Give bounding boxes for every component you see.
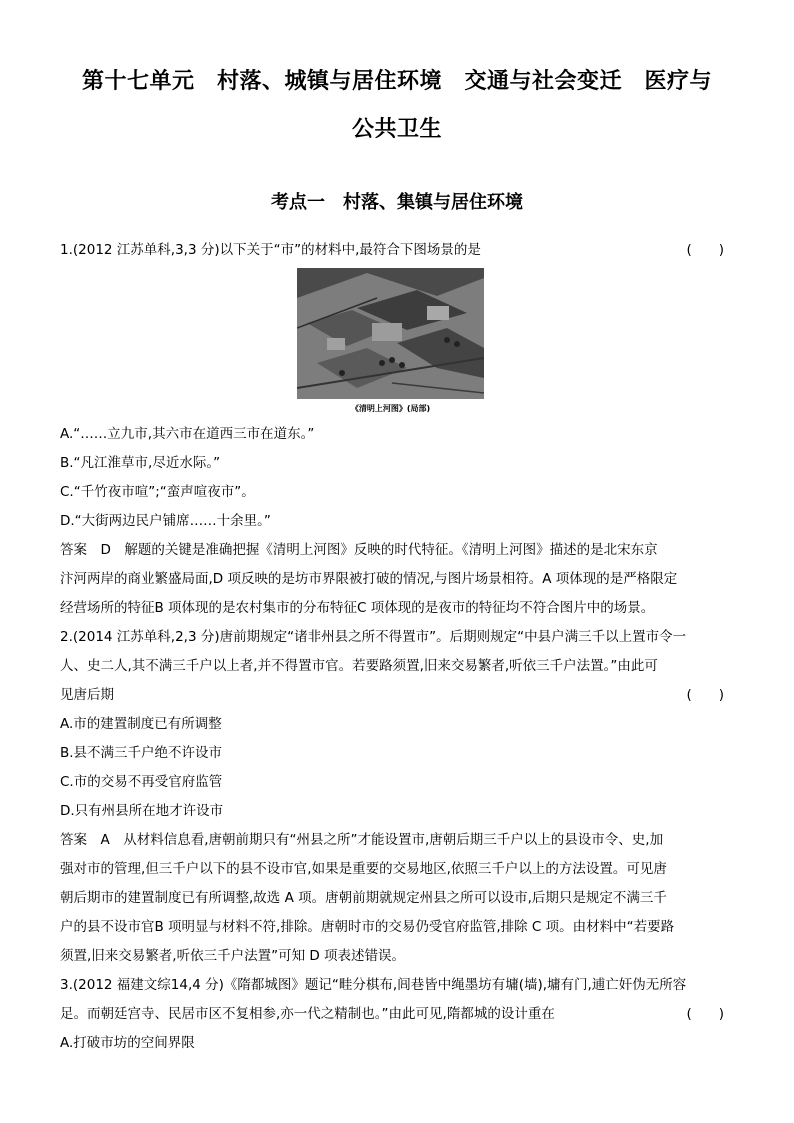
q1-option-d: D.“大街两边民户铺席……十余里。” <box>60 513 271 529</box>
section-heading: 考点一 村落、集镇与居住环境 <box>271 192 523 213</box>
q1-option-c: C.“千竹夜市喧”;“蛮声喧夜市”。 <box>60 484 255 500</box>
q2-option-d: D.只有州县所在地才许设市 <box>60 803 224 819</box>
q3-answer-paren: ( ) <box>686 1006 724 1022</box>
q1-answer-paren: ( ) <box>686 242 724 258</box>
qingming-painting-figure <box>297 268 484 399</box>
q1-option-b: B.“凡江淮草市,尽近水际。” <box>60 455 221 471</box>
unit-title-line-1: 第十七单元 村落、城镇与居住环境 交通与社会变迁 医疗与 <box>81 69 712 94</box>
q3-stem-line-2: 足。而朝廷宫寺、民居市区不复相参,亦一代之精制也。”由此可见,隋都城的设计重在 <box>60 1006 555 1022</box>
q3-stem-line-1: 3.(2012 福建文综14,4 分)《隋都城图》题记“畦分棋布,闾巷皆中绳墨坊有墉(墙),墉有门,逋亡奸伪无所容 <box>60 977 687 993</box>
q1-stem: 1.(2012 江苏单科,3,3 分)以下关于“市”的材料中,最符合下图场景的是 <box>60 242 481 258</box>
q2-answer-line-1: 答案 A 从材料信息看,唐朝前期只有“州县之所”才能设置市,唐朝后期三千户以上的县设市令、史,加 <box>60 832 664 848</box>
q3-option-a: A.打破市坊的空间界限 <box>60 1035 195 1051</box>
q2-answer-paren: ( ) <box>686 687 724 703</box>
painting-sketch <box>297 268 484 399</box>
q2-answer-line-2: 强对市的管理,但三千户以下的县不设市官,如果是重要的交易地区,依照三千户以上的方法设置。可见唐 <box>60 861 667 877</box>
q1-answer-line-3: 经营场所的特征B 项体现的是农村集市的分布特征C 项体现的是夜市的特征均不符合图片中的场景。 <box>60 600 655 616</box>
q2-option-a: A.市的建置制度已有所调整 <box>60 716 222 732</box>
q2-answer-line-5: 须置,旧来交易繁者,听依三千户法置”可知 D 项表述错误。 <box>60 948 406 964</box>
q1-option-a: A.“……立九市,其六市在道西三市在道东。” <box>60 426 315 442</box>
q2-stem-line-2: 人、史二人,其不满三千户以上者,并不得置市官。若要路须置,旧来交易繁者,听依三千户法置。”由此可 <box>60 658 658 674</box>
q2-answer-line-4: 户的县不设市官B 项明显与材料不符,排除。唐朝时市的交易仍受官府监管,排除 C 项。由材料中“若要路 <box>60 919 675 935</box>
unit-title-line-2: 公共卫生 <box>351 117 442 142</box>
q2-stem-line-3: 见唐后期 <box>60 687 114 703</box>
q2-answer-line-3: 朝后期市的建置制度已有所调整,故选 A 项。唐朝前期就规定州县之所可以设市,后期只是规定不满三千 <box>60 890 667 906</box>
q2-option-b: B.县不满三千户绝不许设市 <box>60 745 223 761</box>
q2-option-c: C.市的交易不再受官府监管 <box>60 774 223 790</box>
figure-caption: 《清明上河图》(局部) <box>350 404 431 413</box>
q2-stem-line-1: 2.(2014 江苏单科,2,3 分)唐前期规定“诸非州县之所不得置市”。后期则规定“中县户满三千以上置市令一 <box>60 629 687 645</box>
q1-answer-line-2: 汴河两岸的商业繁盛局面,D 项反映的是坊市界限被打破的情况,与图片场景相符。A 项体现的是严格限定 <box>60 571 678 587</box>
q1-answer-line-1: 答案 D 解题的关键是准确把握《清明上河图》反映的时代特征。《清明上河图》描述的是北宋东京 <box>60 542 658 558</box>
